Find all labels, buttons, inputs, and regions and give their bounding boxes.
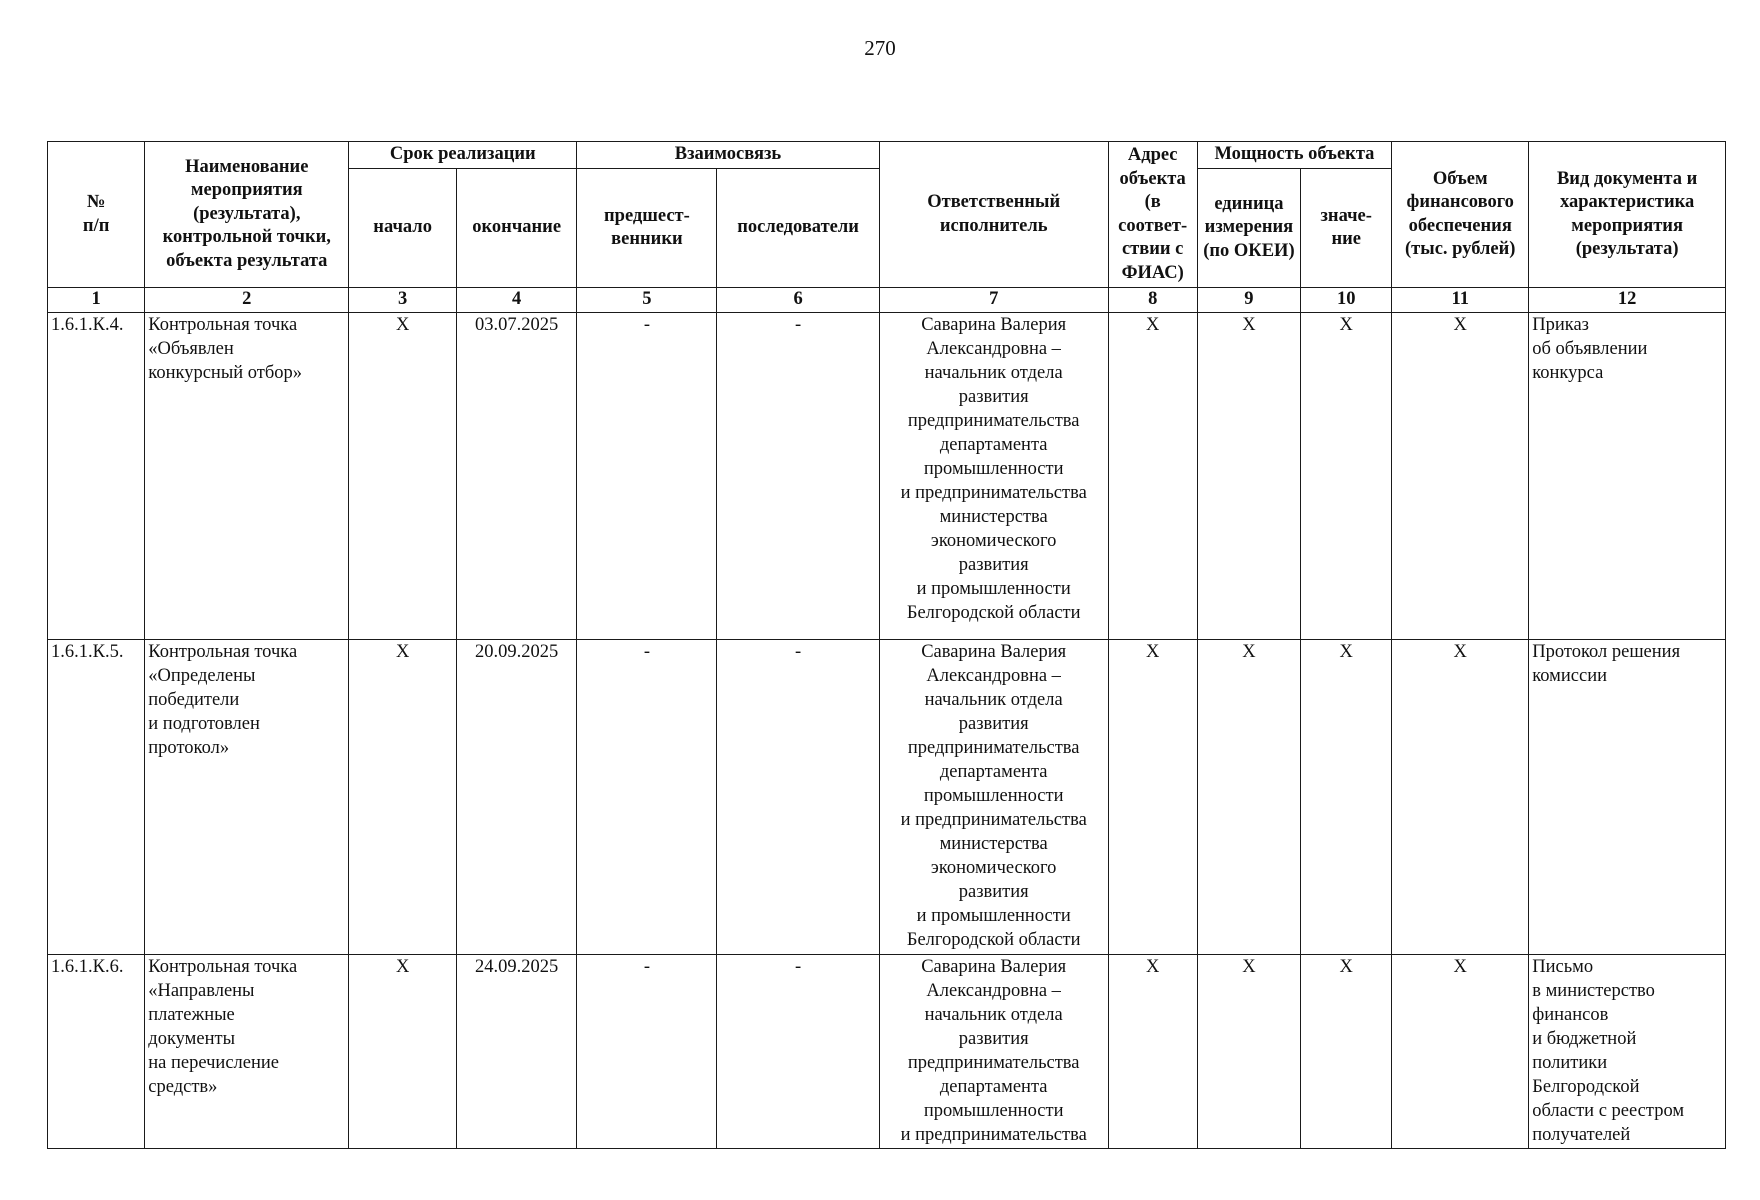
cell-unit: X	[1197, 313, 1301, 640]
cell-responsible: Саварина Валерия Александровна – начальник отдела развития предпринимательства департамента промышленности и предпринимательства министерства экономического развития и промышленности Белгородской области	[879, 313, 1108, 640]
cell-prev: -	[577, 640, 717, 955]
column-number: 8	[1108, 288, 1197, 313]
cell-unit: X	[1197, 955, 1301, 1149]
cell-start: X	[349, 955, 457, 1149]
header-address: Адрес объекта (в соответ-ствии с ФИАС)	[1108, 142, 1197, 288]
cell-address: X	[1108, 955, 1197, 1149]
cell-finance: X	[1392, 640, 1529, 955]
column-number: 9	[1197, 288, 1301, 313]
column-number: 5	[577, 288, 717, 313]
column-number: 3	[349, 288, 457, 313]
cell-end: 24.09.2025	[457, 955, 577, 1149]
column-number: 2	[145, 288, 349, 313]
column-number: 10	[1301, 288, 1392, 313]
header-capacity-unit: единица измерения (по ОКЕИ)	[1197, 169, 1301, 288]
column-number: 12	[1529, 288, 1726, 313]
cell-value: X	[1301, 955, 1392, 1149]
column-number: 4	[457, 288, 577, 313]
cell-value: X	[1301, 640, 1392, 955]
cell-code: 1.6.1.К.4.	[48, 313, 145, 640]
header-finance: Объем финансового обеспечения (тыс. рублей)	[1392, 142, 1529, 288]
column-number: 11	[1392, 288, 1529, 313]
activity-plan-table	[47, 141, 1726, 1149]
cell-name: Контрольная точка «Направлены платежные документы на перечисление средств»	[145, 955, 349, 1149]
cell-doc: Протокол решения комиссии	[1529, 640, 1726, 955]
header-capacity-group: Мощность объекта	[1197, 142, 1392, 169]
header-link-group: Взаимосвязь	[577, 142, 879, 169]
cell-responsible: Саварина Валерия Александровна – начальник отдела развития предпринимательства департамента промышленности и предпринимательства	[879, 955, 1108, 1149]
header-term-start: начало	[349, 169, 457, 288]
cell-code: 1.6.1.К.6.	[48, 955, 145, 1149]
cell-address: X	[1108, 313, 1197, 640]
table-body	[48, 313, 1726, 1149]
table-row	[48, 313, 1726, 640]
cell-prev: -	[577, 955, 717, 1149]
cell-responsible: Саварина Валерия Александровна – начальник отдела развития предпринимательства департамента промышленности и предпринимательства министерства экономического развития и промышленности Белгородской области	[879, 640, 1108, 955]
header-link-prev: предшест- венники	[577, 169, 717, 288]
header-link-next: последователи	[717, 169, 879, 288]
cell-address: X	[1108, 640, 1197, 955]
cell-end: 20.09.2025	[457, 640, 577, 955]
table-header	[48, 142, 1726, 313]
cell-finance: X	[1392, 313, 1529, 640]
column-number: 7	[879, 288, 1108, 313]
cell-next: -	[717, 313, 879, 640]
cell-unit: X	[1197, 640, 1301, 955]
cell-name: Контрольная точка «Объявлен конкурсный отбор»	[145, 313, 349, 640]
table-row	[48, 955, 1726, 1149]
header-doc: Вид документа и характеристика мероприятия (результата)	[1529, 142, 1726, 288]
page-number: 270	[864, 36, 896, 60]
header-term-group: Срок реализации	[349, 142, 577, 169]
cell-prev: -	[577, 313, 717, 640]
column-number: 1	[48, 288, 145, 313]
cell-name: Контрольная точка «Определены победители и подготовлен протокол»	[145, 640, 349, 955]
cell-end: 03.07.2025	[457, 313, 577, 640]
table-row	[48, 640, 1726, 955]
cell-finance: X	[1392, 955, 1529, 1149]
cell-value: X	[1301, 313, 1392, 640]
header-term-end: окончание	[457, 169, 577, 288]
header-name: Наименование мероприятия (результата), контрольной точки, объекта результата	[145, 142, 349, 288]
column-number: 6	[717, 288, 879, 313]
cell-doc: Письмо в министерство финансов и бюджетной политики Белгородской области с реестром получателей	[1529, 955, 1726, 1149]
cell-doc: Приказ об объявлении конкурса	[1529, 313, 1726, 640]
header-capacity-value: значе- ние	[1301, 169, 1392, 288]
cell-next: -	[717, 640, 879, 955]
header-num: № п/п	[48, 142, 145, 288]
header-responsible: Ответственный исполнитель	[879, 142, 1108, 288]
cell-next: -	[717, 955, 879, 1149]
cell-code: 1.6.1.К.5.	[48, 640, 145, 955]
cell-start: X	[349, 313, 457, 640]
cell-start: X	[349, 640, 457, 955]
column-number-row	[48, 288, 1726, 313]
